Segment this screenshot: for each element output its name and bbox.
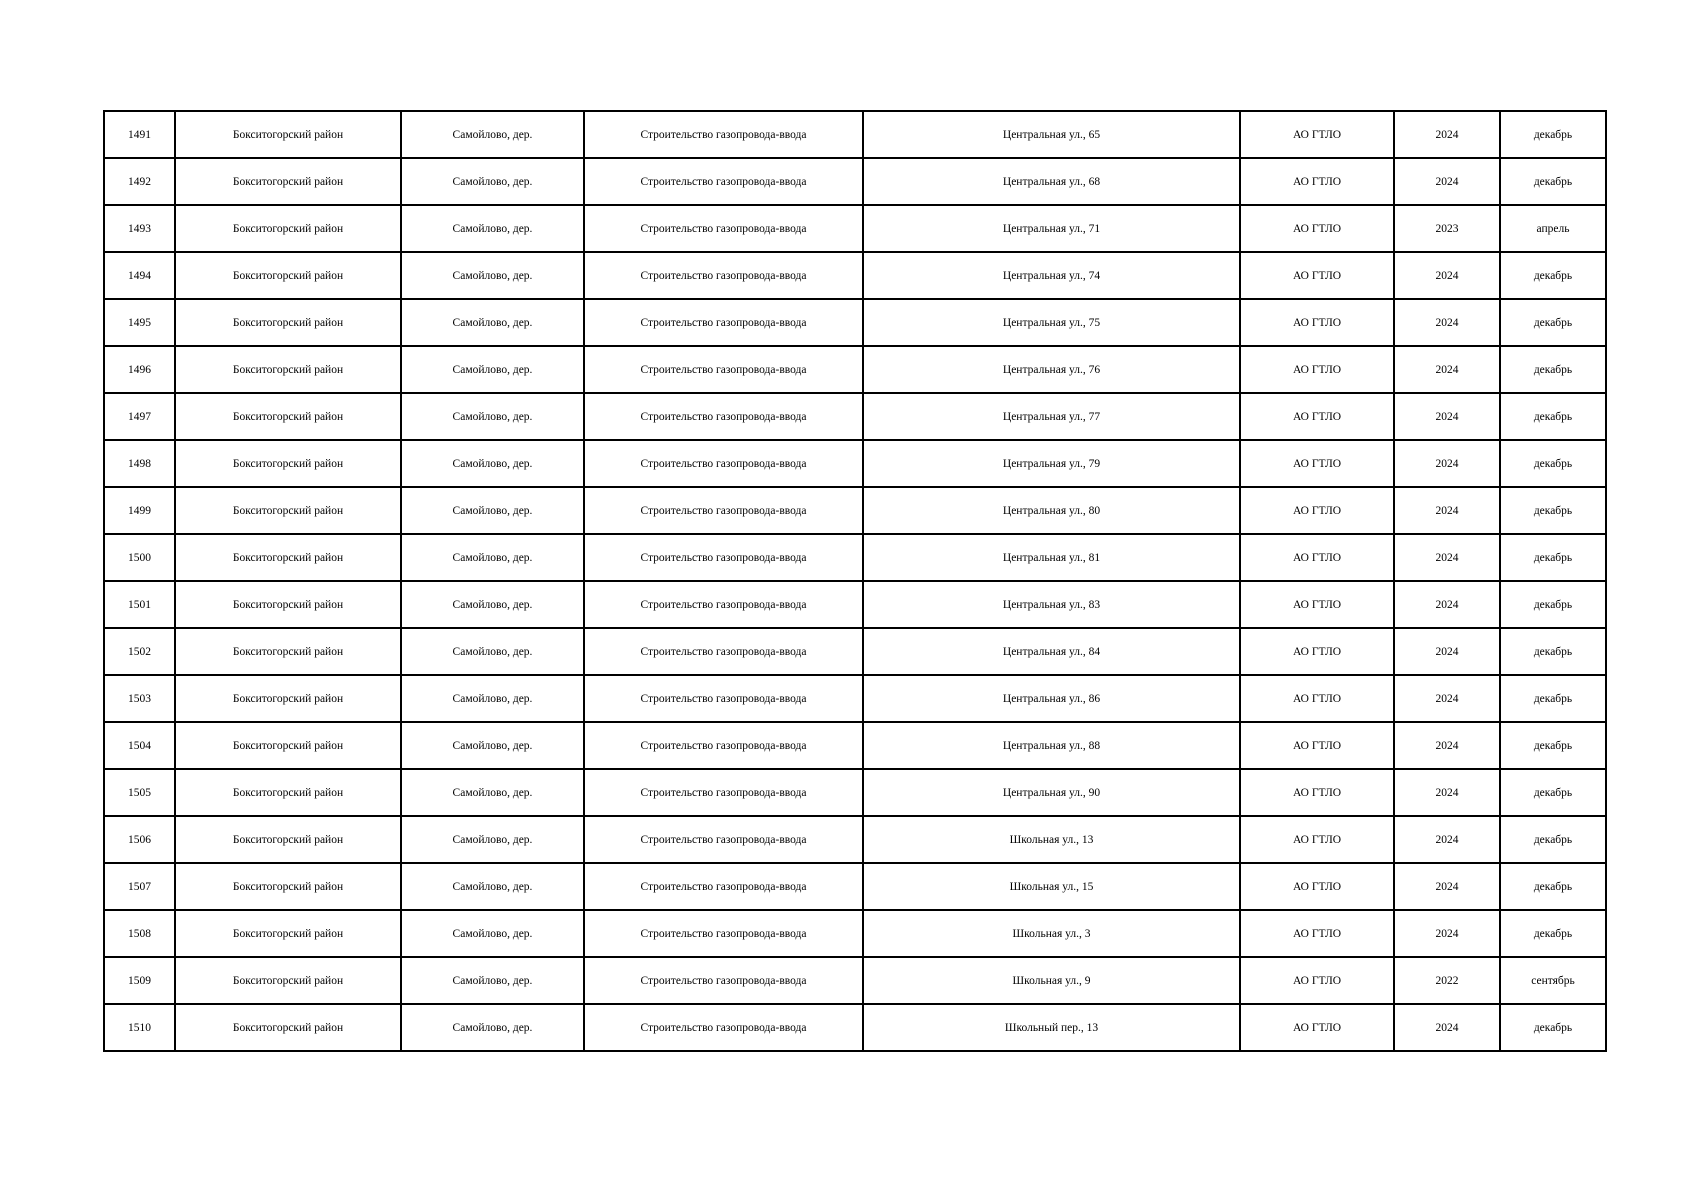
district-cell: Бокситогорский район [175,534,401,581]
organization-cell: АО ГТЛО [1240,863,1394,910]
district-cell: Бокситогорский район [175,346,401,393]
address-cell: Центральная ул., 81 [863,534,1240,581]
table-row [104,722,1606,769]
row-number-cell: 1493 [104,205,175,252]
address-cell: Центральная ул., 75 [863,299,1240,346]
locality-cell: Самойлово, дер. [401,863,584,910]
address-cell: Центральная ул., 65 [863,111,1240,158]
month-cell: апрель [1500,205,1606,252]
month-cell: декабрь [1500,299,1606,346]
locality-cell: Самойлово, дер. [401,205,584,252]
row-number-cell: 1507 [104,863,175,910]
table-row [104,816,1606,863]
table-row [104,487,1606,534]
row-number-cell: 1502 [104,628,175,675]
district-cell: Бокситогорский район [175,957,401,1004]
table-row [104,252,1606,299]
district-cell: Бокситогорский район [175,863,401,910]
table-row [104,158,1606,205]
work-type-cell: Строительство газопровода-ввода [584,158,863,205]
year-cell: 2024 [1394,910,1500,957]
organization-cell: АО ГТЛО [1240,675,1394,722]
district-cell: Бокситогорский район [175,252,401,299]
row-number-cell: 1510 [104,1004,175,1051]
locality-cell: Самойлово, дер. [401,722,584,769]
address-cell: Центральная ул., 77 [863,393,1240,440]
row-number-cell: 1499 [104,487,175,534]
table-row [104,581,1606,628]
organization-cell: АО ГТЛО [1240,910,1394,957]
locality-cell: Самойлово, дер. [401,628,584,675]
table-row [104,675,1606,722]
year-cell: 2024 [1394,1004,1500,1051]
row-number-cell: 1495 [104,299,175,346]
district-cell: Бокситогорский район [175,205,401,252]
table-body [104,111,1606,1051]
year-cell: 2024 [1394,299,1500,346]
district-cell: Бокситогорский район [175,816,401,863]
row-number-cell: 1503 [104,675,175,722]
organization-cell: АО ГТЛО [1240,111,1394,158]
organization-cell: АО ГТЛО [1240,487,1394,534]
district-cell: Бокситогорский район [175,111,401,158]
organization-cell: АО ГТЛО [1240,816,1394,863]
work-type-cell: Строительство газопровода-ввода [584,910,863,957]
organization-cell: АО ГТЛО [1240,628,1394,675]
work-type-cell: Строительство газопровода-ввода [584,1004,863,1051]
year-cell: 2024 [1394,393,1500,440]
year-cell: 2022 [1394,957,1500,1004]
work-type-cell: Строительство газопровода-ввода [584,346,863,393]
organization-cell: АО ГТЛО [1240,158,1394,205]
table-row [104,111,1606,158]
year-cell: 2024 [1394,158,1500,205]
organization-cell: АО ГТЛО [1240,299,1394,346]
year-cell: 2024 [1394,581,1500,628]
month-cell: декабрь [1500,252,1606,299]
table-row [104,1004,1606,1051]
year-cell: 2024 [1394,722,1500,769]
month-cell: декабрь [1500,816,1606,863]
row-number-cell: 1498 [104,440,175,487]
month-cell: декабрь [1500,158,1606,205]
work-type-cell: Строительство газопровода-ввода [584,299,863,346]
locality-cell: Самойлово, дер. [401,769,584,816]
district-cell: Бокситогорский район [175,1004,401,1051]
organization-cell: АО ГТЛО [1240,393,1394,440]
organization-cell: АО ГТЛО [1240,722,1394,769]
row-number-cell: 1500 [104,534,175,581]
district-cell: Бокситогорский район [175,675,401,722]
address-cell: Центральная ул., 74 [863,252,1240,299]
locality-cell: Самойлово, дер. [401,252,584,299]
work-type-cell: Строительство газопровода-ввода [584,863,863,910]
locality-cell: Самойлово, дер. [401,675,584,722]
district-cell: Бокситогорский район [175,299,401,346]
month-cell: декабрь [1500,346,1606,393]
locality-cell: Самойлово, дер. [401,957,584,1004]
district-cell: Бокситогорский район [175,487,401,534]
table-row [104,393,1606,440]
district-cell: Бокситогорский район [175,722,401,769]
table-row [104,299,1606,346]
district-cell: Бокситогорский район [175,393,401,440]
month-cell: декабрь [1500,1004,1606,1051]
address-cell: Центральная ул., 90 [863,769,1240,816]
district-cell: Бокситогорский район [175,581,401,628]
year-cell: 2023 [1394,205,1500,252]
address-cell: Школьная ул., 15 [863,863,1240,910]
year-cell: 2024 [1394,111,1500,158]
table-row [104,346,1606,393]
locality-cell: Самойлово, дер. [401,346,584,393]
year-cell: 2024 [1394,863,1500,910]
work-type-cell: Строительство газопровода-ввода [584,393,863,440]
year-cell: 2024 [1394,346,1500,393]
locality-cell: Самойлово, дер. [401,299,584,346]
row-number-cell: 1492 [104,158,175,205]
row-number-cell: 1496 [104,346,175,393]
organization-cell: АО ГТЛО [1240,581,1394,628]
work-type-cell: Строительство газопровода-ввода [584,534,863,581]
address-cell: Центральная ул., 79 [863,440,1240,487]
address-cell: Центральная ул., 80 [863,487,1240,534]
work-type-cell: Строительство газопровода-ввода [584,205,863,252]
month-cell: декабрь [1500,393,1606,440]
month-cell: декабрь [1500,534,1606,581]
locality-cell: Самойлово, дер. [401,487,584,534]
organization-cell: АО ГТЛО [1240,346,1394,393]
table-row [104,769,1606,816]
month-cell: декабрь [1500,487,1606,534]
table-row [104,957,1606,1004]
work-type-cell: Строительство газопровода-ввода [584,440,863,487]
locality-cell: Самойлово, дер. [401,393,584,440]
locality-cell: Самойлово, дер. [401,1004,584,1051]
table-row [104,628,1606,675]
gas-pipeline-schedule-table [103,110,1607,1052]
year-cell: 2024 [1394,487,1500,534]
organization-cell: АО ГТЛО [1240,252,1394,299]
work-type-cell: Строительство газопровода-ввода [584,675,863,722]
row-number-cell: 1491 [104,111,175,158]
locality-cell: Самойлово, дер. [401,534,584,581]
address-cell: Школьная ул., 3 [863,910,1240,957]
organization-cell: АО ГТЛО [1240,534,1394,581]
table-row [104,440,1606,487]
locality-cell: Самойлово, дер. [401,581,584,628]
organization-cell: АО ГТЛО [1240,205,1394,252]
district-cell: Бокситогорский район [175,440,401,487]
month-cell: декабрь [1500,440,1606,487]
row-number-cell: 1508 [104,910,175,957]
organization-cell: АО ГТЛО [1240,769,1394,816]
address-cell: Центральная ул., 88 [863,722,1240,769]
district-cell: Бокситогорский район [175,158,401,205]
work-type-cell: Строительство газопровода-ввода [584,111,863,158]
locality-cell: Самойлово, дер. [401,910,584,957]
work-type-cell: Строительство газопровода-ввода [584,957,863,1004]
organization-cell: АО ГТЛО [1240,440,1394,487]
row-number-cell: 1504 [104,722,175,769]
month-cell: декабрь [1500,581,1606,628]
table-row [104,910,1606,957]
address-cell: Центральная ул., 83 [863,581,1240,628]
table-row [104,205,1606,252]
month-cell: декабрь [1500,769,1606,816]
work-type-cell: Строительство газопровода-ввода [584,581,863,628]
address-cell: Центральная ул., 84 [863,628,1240,675]
month-cell: декабрь [1500,722,1606,769]
month-cell: декабрь [1500,111,1606,158]
locality-cell: Самойлово, дер. [401,111,584,158]
row-number-cell: 1497 [104,393,175,440]
work-type-cell: Строительство газопровода-ввода [584,252,863,299]
address-cell: Центральная ул., 76 [863,346,1240,393]
table-row [104,863,1606,910]
district-cell: Бокситогорский район [175,769,401,816]
work-type-cell: Строительство газопровода-ввода [584,816,863,863]
row-number-cell: 1494 [104,252,175,299]
month-cell: сентябрь [1500,957,1606,1004]
address-cell: Центральная ул., 86 [863,675,1240,722]
address-cell: Школьный пер., 13 [863,1004,1240,1051]
row-number-cell: 1506 [104,816,175,863]
row-number-cell: 1501 [104,581,175,628]
locality-cell: Самойлово, дер. [401,158,584,205]
document-page [103,110,1607,1052]
month-cell: декабрь [1500,910,1606,957]
work-type-cell: Строительство газопровода-ввода [584,487,863,534]
address-cell: Центральная ул., 68 [863,158,1240,205]
year-cell: 2024 [1394,628,1500,675]
address-cell: Школьная ул., 13 [863,816,1240,863]
month-cell: декабрь [1500,628,1606,675]
row-number-cell: 1509 [104,957,175,1004]
work-type-cell: Строительство газопровода-ввода [584,769,863,816]
month-cell: декабрь [1500,675,1606,722]
year-cell: 2024 [1394,675,1500,722]
work-type-cell: Строительство газопровода-ввода [584,722,863,769]
district-cell: Бокситогорский район [175,628,401,675]
year-cell: 2024 [1394,769,1500,816]
organization-cell: АО ГТЛО [1240,1004,1394,1051]
year-cell: 2024 [1394,816,1500,863]
address-cell: Центральная ул., 71 [863,205,1240,252]
work-type-cell: Строительство газопровода-ввода [584,628,863,675]
year-cell: 2024 [1394,252,1500,299]
address-cell: Школьная ул., 9 [863,957,1240,1004]
locality-cell: Самойлово, дер. [401,816,584,863]
table-row [104,534,1606,581]
organization-cell: АО ГТЛО [1240,957,1394,1004]
year-cell: 2024 [1394,440,1500,487]
district-cell: Бокситогорский район [175,910,401,957]
locality-cell: Самойлово, дер. [401,440,584,487]
year-cell: 2024 [1394,534,1500,581]
month-cell: декабрь [1500,863,1606,910]
row-number-cell: 1505 [104,769,175,816]
